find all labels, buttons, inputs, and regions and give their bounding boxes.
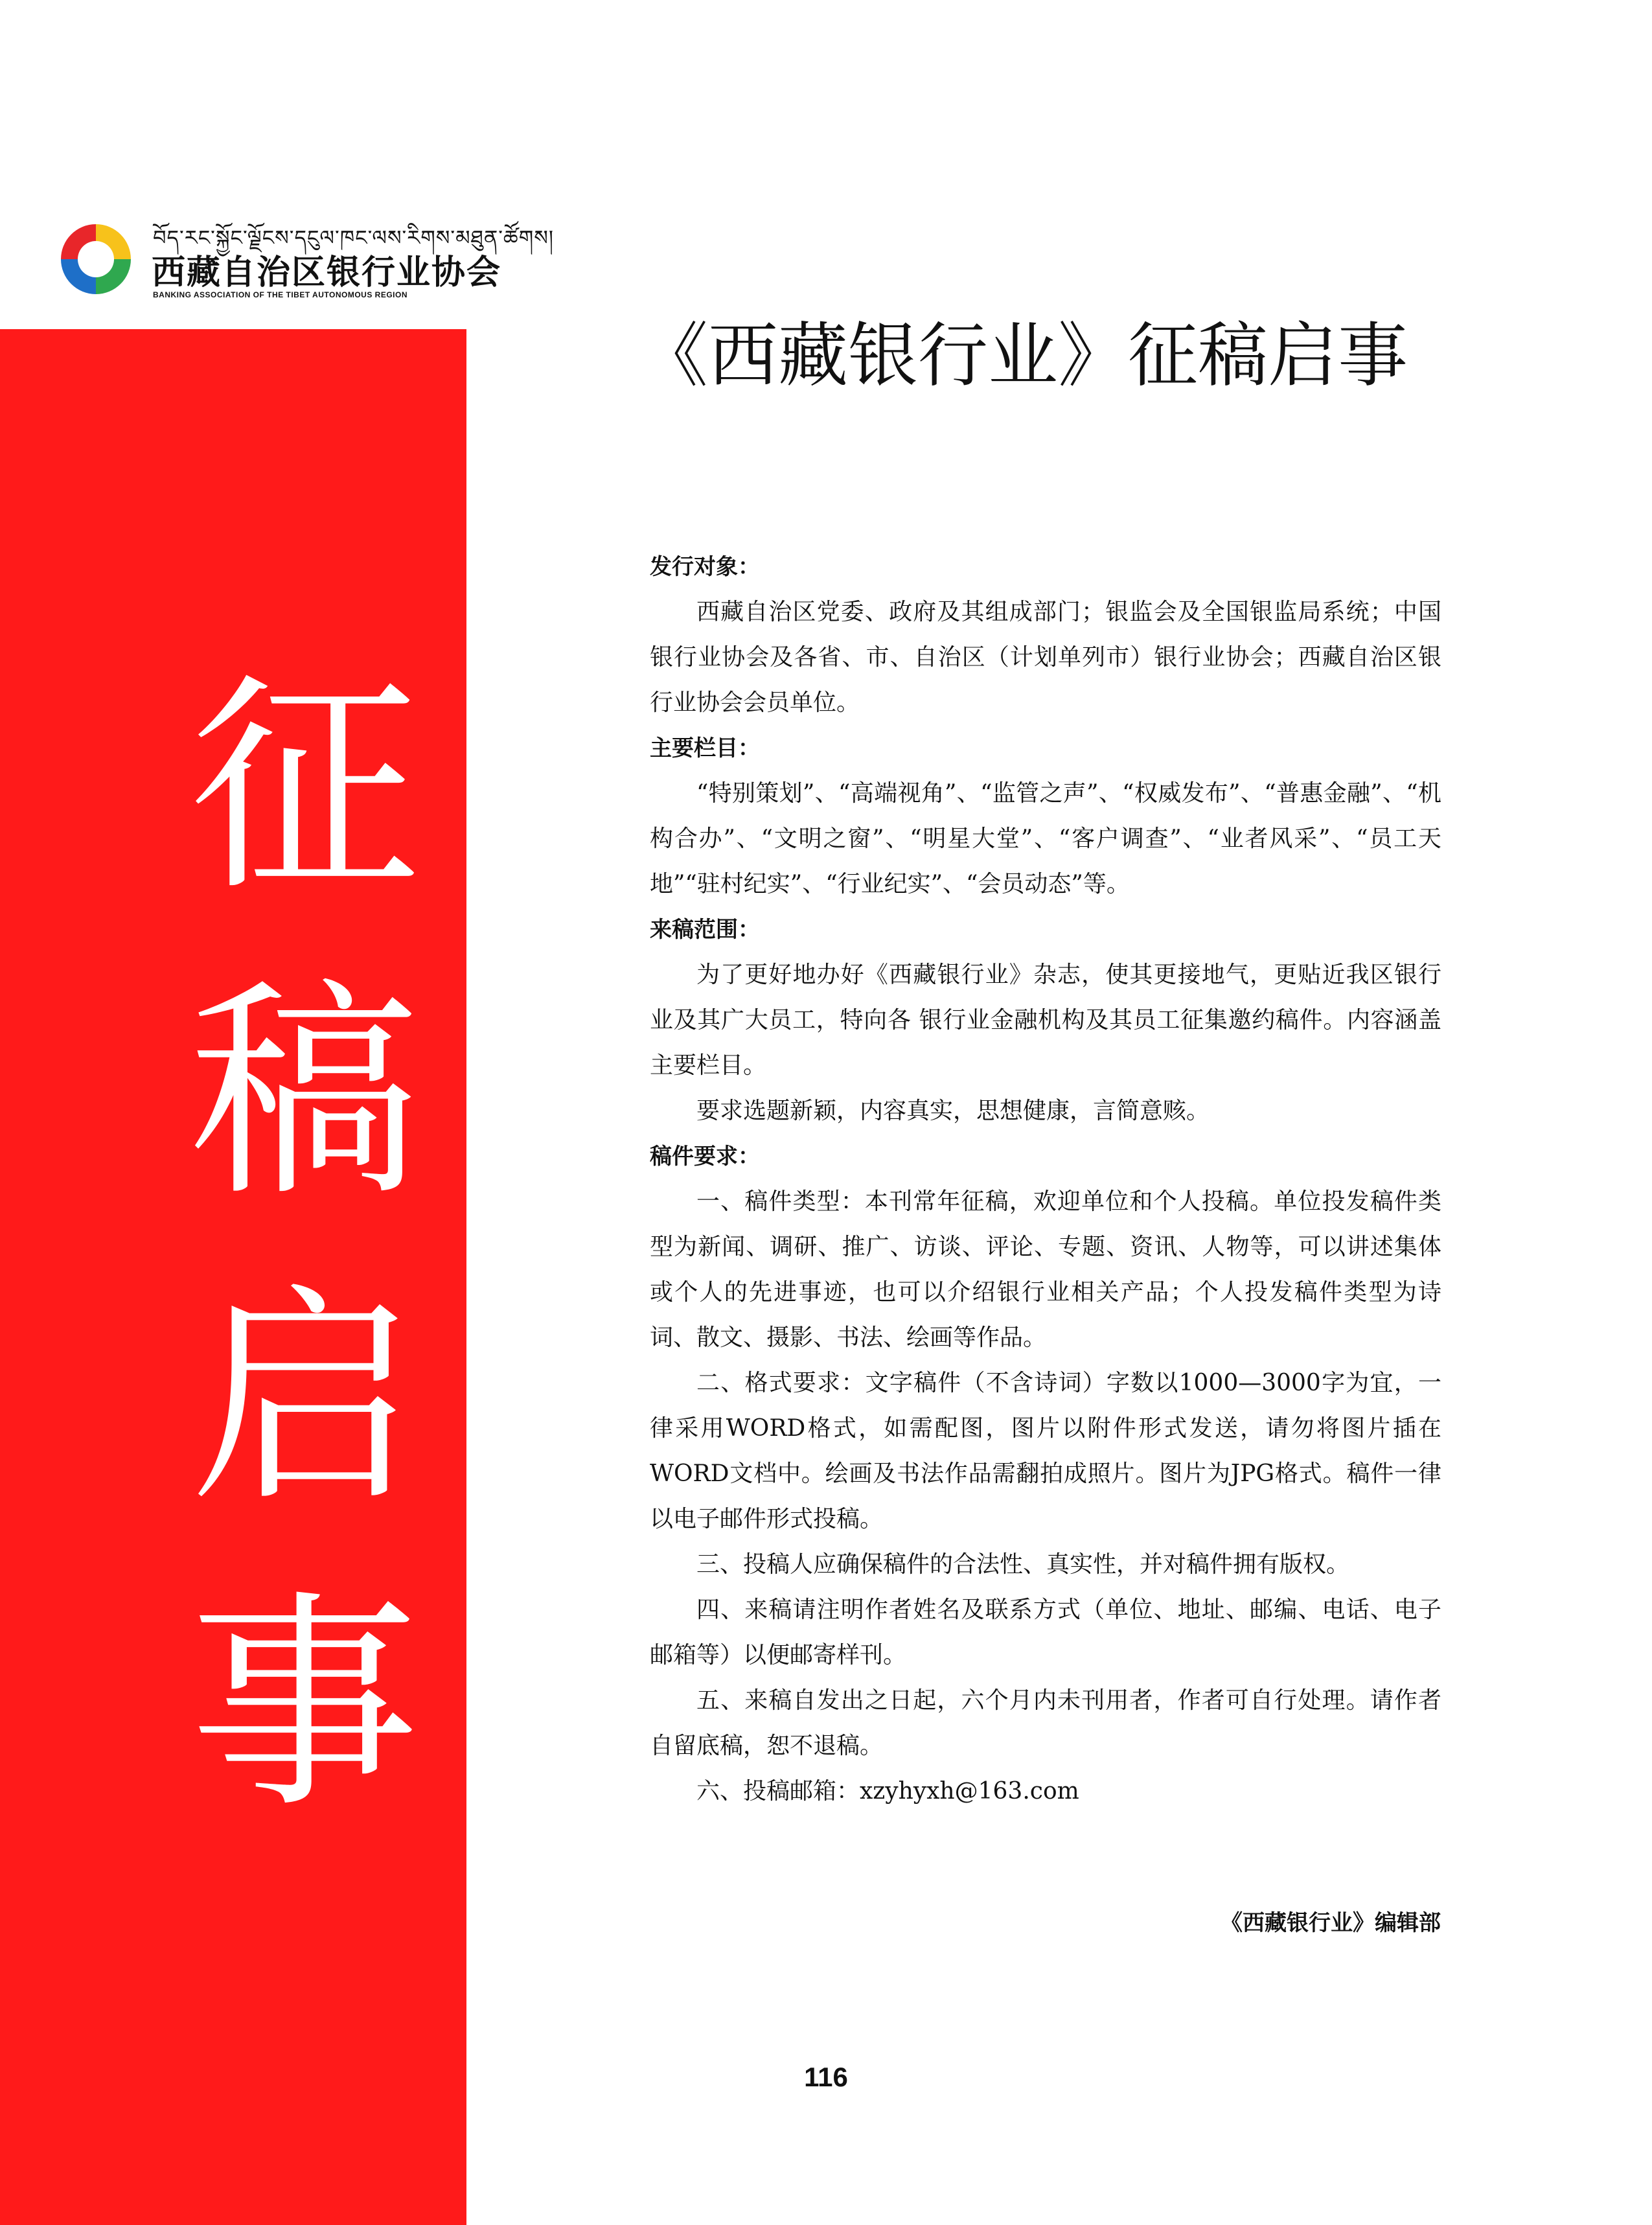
sidebar-char-1: 征 bbox=[189, 653, 420, 921]
paragraph: “特别策划”、“高端视角”、“监管之声”、“权威发布”、“普惠金融”、“机构合办”、“文明之窗”、“明星大堂”、“客户调查”、“业者风采”、“员工天地”“驻村纪实”、“行业纪实”、“会员动态”等。 bbox=[650, 780, 1441, 897]
logo-tibetan-name: བོད་རང་སྐྱོང་ལྗོངས་དངུལ་ཁང་ལས་རིགས་མཐུན་ཚོགས། bbox=[153, 225, 554, 250]
paragraph: 一、稿件类型：本刊常年征稿，欢迎单位和个人投稿。单位投发稿件类型为新闻、调研、推广、访谈、评论、专题、资讯、人物等，可以讲述集体或个人的先进事迹，也可以介绍银行业相关产品；个人投发稿件类型为诗词、散文、摄影、书法、绘画等作品。 bbox=[650, 1188, 1441, 1351]
association-logo bbox=[57, 215, 554, 306]
section-heading-columns: 主要栏目： bbox=[650, 735, 760, 761]
paragraph: 要求选题新颖，内容真实，思想健康，言简意赅。 bbox=[696, 1098, 1210, 1124]
paragraph: 五、来稿自发出之日起，六个月内未刊用者，作者可自行处理。请作者自留底稿，恕不退稿。 bbox=[650, 1687, 1441, 1759]
logo-chinese-name: 西藏自治区银行业协会 bbox=[152, 253, 502, 292]
paragraph: 六、投稿邮箱：xzyhyxh@163.com bbox=[696, 1778, 1079, 1804]
page-number: 116 bbox=[804, 2062, 848, 2092]
page-title: 《西藏银行业》征稿启事 bbox=[638, 316, 1408, 397]
section-heading-requirements: 稿件要求： bbox=[650, 1144, 760, 1170]
sidebar-char-4: 事 bbox=[189, 1571, 420, 1839]
paragraph: 三、投稿人应确保稿件的合法性、真实性，并对稿件拥有版权。 bbox=[696, 1551, 1350, 1578]
logo-english-name: BANKING ASSOCIATION OF THE TIBET AUTONOMOUS REGION bbox=[153, 290, 408, 299]
paragraph: 西藏自治区党委、政府及其组成部门；银监会及全国银监局系统；中国银行业协会及各省、市、自治区（计划单列市）银行业协会；西藏自治区银行业协会会员单位。 bbox=[650, 599, 1441, 716]
sidebar-char-3: 启 bbox=[189, 1265, 420, 1533]
association-emblem-icon bbox=[57, 220, 135, 298]
article-body bbox=[650, 544, 1441, 1814]
section-heading-scope: 来稿范围： bbox=[650, 917, 760, 943]
section-heading-audience: 发行对象： bbox=[650, 554, 760, 580]
paragraph: 为了更好地办好《西藏银行业》杂志，使其更接地气，更贴近我区银行业及其广大员工，特向各 银行业金融机构及其员工征集邀约稿件。内容涵盖主要栏目。 bbox=[650, 962, 1441, 1079]
paragraph: 二、格式要求：文字稿件（不含诗词）字数以1000—3000字为宜，一律采用WORD格式，如需配图，图片以附件形式发送，请勿将图片插在WORD文档中。绘画及书法作品需翻拍成照片。图片为JPG格式。稿件一律以电子邮件形式投稿。 bbox=[650, 1370, 1441, 1532]
paragraph: 四、来稿请注明作者姓名及联系方式（单位、地址、邮编、电话、电子邮箱等）以便邮寄样刊。 bbox=[650, 1597, 1441, 1668]
red-sidebar bbox=[0, 329, 466, 2225]
editorial-signature: 《西藏银行业》编辑部 bbox=[1221, 1910, 1441, 1936]
sidebar-char-2: 稿 bbox=[189, 959, 420, 1227]
